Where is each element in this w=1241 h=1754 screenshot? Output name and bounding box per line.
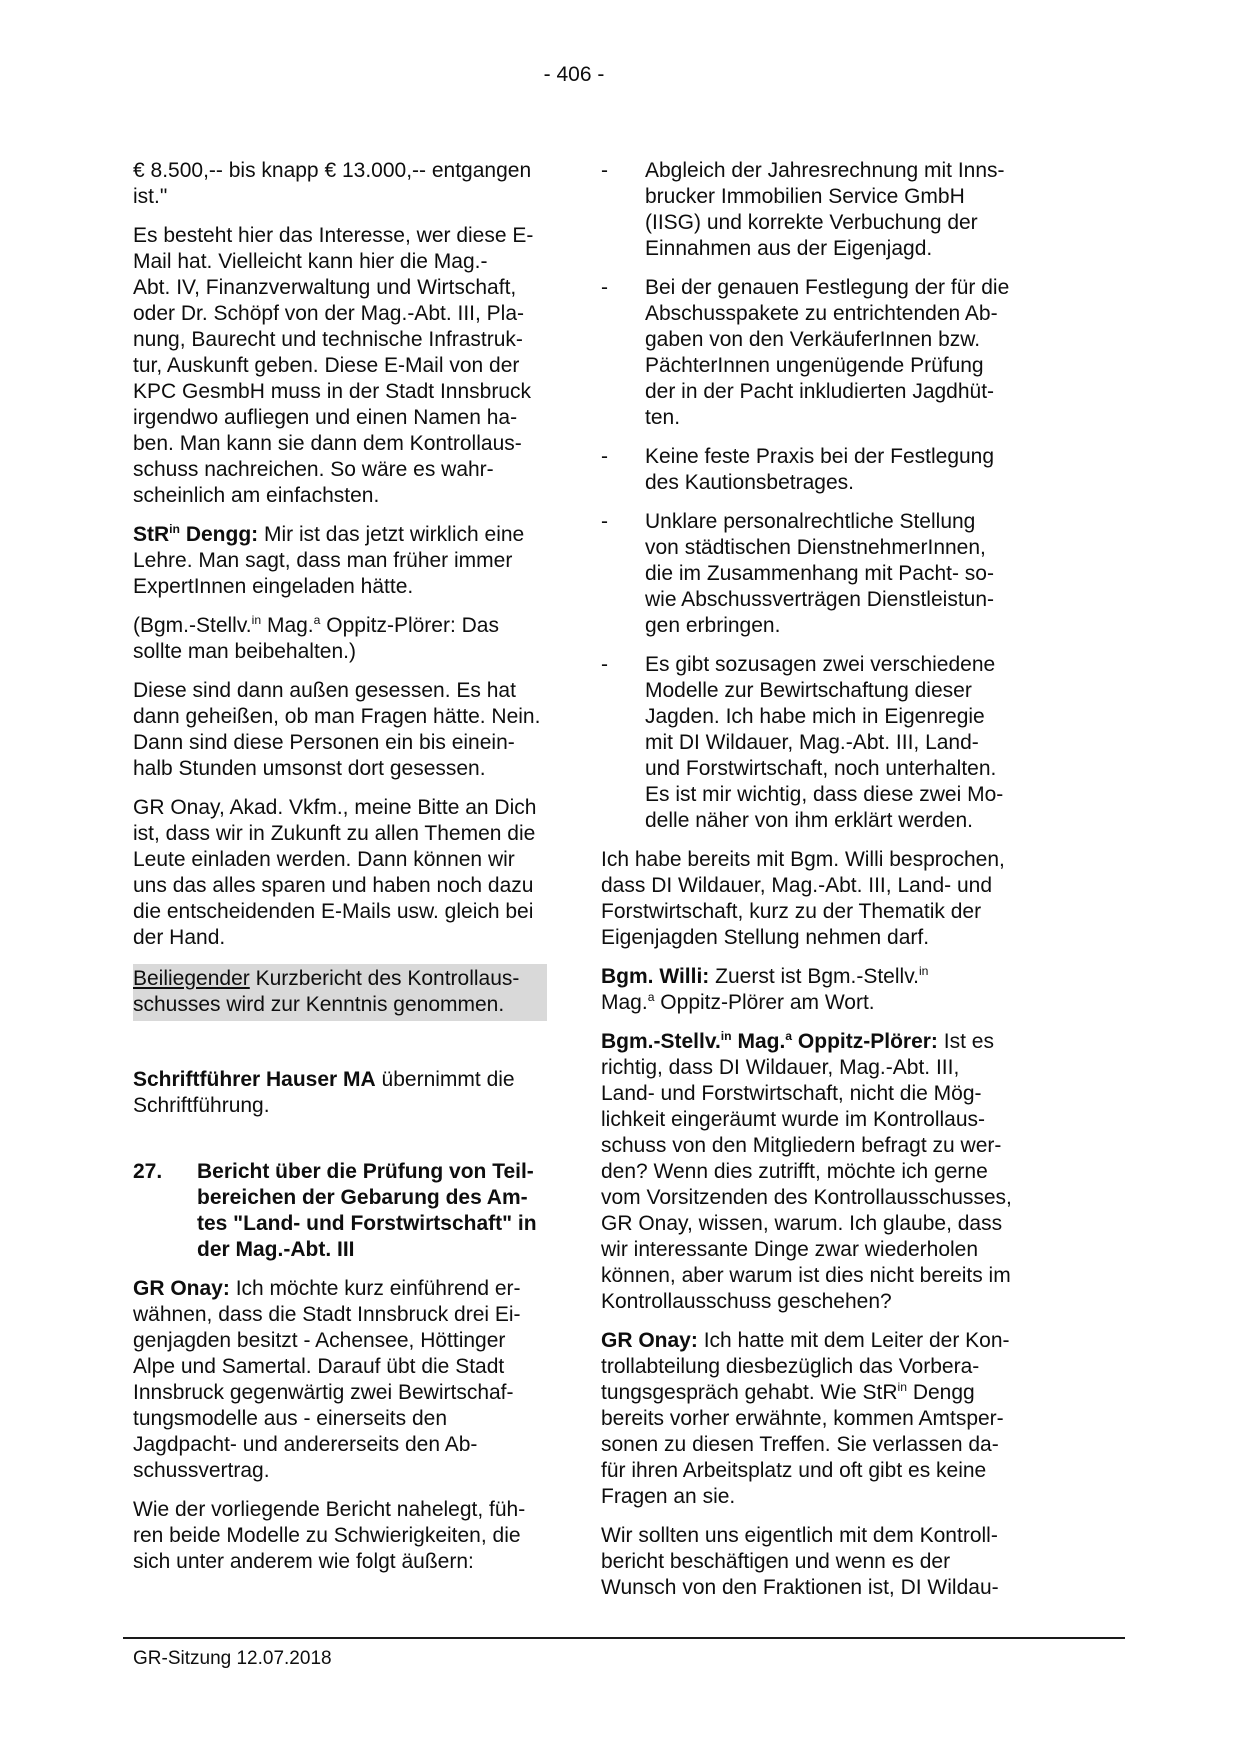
paragraph bbox=[133, 678, 547, 782]
text-run: Bgm.-Stellv. bbox=[601, 1030, 721, 1053]
agenda-item-title bbox=[197, 1159, 537, 1263]
text-run: Mag. bbox=[601, 991, 648, 1014]
text-run: Ich hatte mit dem Leiter der Kon- trollabteilung diesbezüglich das Vorbera- tungsgespräch gehabt. Wie StR bbox=[601, 1329, 1010, 1404]
text-run: Es besteht hier das Interesse, wer diese E- Mail hat. Vielleicht kann hier die Mag.- Abt. IV, Finanzverwaltung und Wirtschaft, oder Dr. Schöpf von der Mag.-Abt. III, Pla- nung, Baurecht und technische Infrastruk- tur, Auskunft geben. Diese E-Mail von der KPC GesmbH muss in der Stadt Innsbruck irgendwo aufliegen und einen Namen ha- ben. Man kann sie dann dem Kontrollaus- schuss nachreichen. So wäre es wahr- scheinlich am einfachsten. bbox=[133, 224, 534, 507]
footer-session-label: GR-Sitzung 12.07.2018 bbox=[133, 1648, 332, 1669]
text-run: Wie der vorliegende Bericht nahelegt, füh- ren beide Modelle zu Schwierigkeiten, die sich unter anderem wie folgt äußern: bbox=[133, 1498, 526, 1573]
text-run: Mag. bbox=[731, 1030, 786, 1053]
dash-list bbox=[601, 158, 1025, 834]
text-run: GR Onay, Akad. Vkfm., meine Bitte an Dich ist, dass wir in Zukunft zu allen Themen die Leute einladen werden. Dann können wir uns das alles sparen und haben noch dazu die entscheidenden E-Mails usw. gleich bei der Hand. bbox=[133, 796, 537, 949]
dash-list-item bbox=[601, 509, 1025, 639]
paragraph bbox=[133, 795, 547, 951]
agenda-item-number: 27. bbox=[133, 1160, 163, 1183]
paragraph bbox=[601, 1523, 1025, 1601]
superscript-run: a bbox=[785, 1029, 793, 1043]
text-run: Abgleich der Jahresrechnung mit Inns- brucker Immobilien Service GmbH (IISG) und korrekte Verbuchung der Einnahmen aus der Eigenjagd. bbox=[645, 159, 1005, 260]
text-run: Bei der genauen Festlegung der für die Abschusspakete zu entrichtenden Ab- gaben von den VerkäuferInnen bzw. PächterInnen ungenügende Prüfung der in der Pacht inkludierten Jagdhüt- ten. bbox=[645, 276, 1010, 429]
superscript-run: in bbox=[897, 1380, 907, 1394]
dash-list-item bbox=[601, 275, 1025, 431]
text-run: GR Onay: bbox=[133, 1277, 230, 1300]
right-column bbox=[601, 158, 1025, 1614]
paragraph bbox=[133, 1276, 547, 1484]
agenda-item-heading bbox=[133, 1159, 547, 1263]
paragraph bbox=[133, 522, 547, 600]
paragraph bbox=[601, 964, 1025, 1016]
dash-item-text bbox=[645, 275, 1009, 431]
dash-marker: - bbox=[601, 445, 608, 468]
dash-marker: - bbox=[601, 159, 608, 182]
text-run: Oppitz-Plörer am Wort. bbox=[654, 991, 875, 1014]
paragraph bbox=[133, 613, 547, 665]
paragraph bbox=[601, 1328, 1025, 1510]
text-run: Bgm. Willi: bbox=[601, 965, 710, 988]
text-run: Mag. bbox=[261, 614, 314, 637]
text-run: (Bgm.-Stellv. bbox=[133, 614, 252, 637]
superscript-run: a bbox=[313, 613, 321, 627]
text-run: Unklare personalrechtliche Stellung von städtischen DienstnehmerInnen, die im Zusammenhang mit Pacht- so- wie Abschussverträgen Dienstleistun- gen erbringen. bbox=[645, 510, 995, 637]
superscript-run: a bbox=[647, 990, 655, 1004]
text-run: Zuerst ist Bgm.-Stellv. bbox=[709, 965, 919, 988]
dash-list-item bbox=[601, 158, 1025, 262]
page-number: - 406 - bbox=[543, 63, 605, 86]
dash-marker: - bbox=[601, 276, 608, 299]
dash-item-text bbox=[645, 509, 994, 639]
text-run: Diese sind dann außen gesessen. Es hat dann geheißen, ob man Fragen hätte. Nein. Dann sind diese Personen ein bis einein- halb Stunden umsonst dort gesessen. bbox=[133, 679, 541, 780]
text-run: Es gibt sozusagen zwei verschiedene Modelle zur Bewirtschaftung dieser Jagden. Ich habe mich in Eigenregie mit DI Wildauer, Mag.-Abt. III, Land- und Forstwirtschaft, noch unterhalten. Es ist mir wichtig, dass diese zwei Mo- delle näher von ihm erklärt werden. bbox=[645, 653, 1004, 832]
superscript-run: in bbox=[918, 964, 929, 978]
text-run: übernimmt die Schriftführung. bbox=[133, 1068, 515, 1117]
text-run: Ist es richtig, dass DI Wildauer, Mag.-Abt. III, Land- und Forstwirtschaft, nicht die Mög- lichkeit eingeräumt wurde im Kontrollaus- schuss von den Mitgliedern befragt zu wer- den? Wenn dies zutrifft, möchte ich gerne vom Vorsitzenden des Kontrollausschusses, GR Onay, wissen, warum. Ich glaube, dass wir interessante Dinge zwar wiederholen können, aber warum ist dies nicht bereits im Kontrollausschuss geschehen? bbox=[601, 1030, 1012, 1313]
superscript-run: in bbox=[169, 522, 180, 536]
paragraph bbox=[601, 1029, 1025, 1315]
resolution-highlight bbox=[133, 964, 547, 1021]
text-run: Ich habe bereits mit Bgm. Willi besprochen, dass DI Wildauer, Mag.-Abt. III, Land- und Forstwirtschaft, kurz zu der Thematik der Eigenjagden Stellung nehmen darf. bbox=[601, 848, 1005, 949]
dash-item-text bbox=[645, 652, 1003, 834]
paragraph bbox=[133, 223, 547, 509]
text-run: Beiliegender bbox=[133, 967, 250, 990]
text-run: Dengg bereits vorher erwähnte, kommen Amtsper- sonen zu diesen Treffen. Sie verlassen da- für ihren Arbeitsplatz und oft gibt es keine Fragen an sie. bbox=[601, 1381, 1004, 1508]
dash-marker: - bbox=[601, 653, 608, 676]
text-run: Mir ist das jetzt wirklich eine Lehre. Man sagt, dass man früher immer ExpertInnen eingeladen hätte. bbox=[133, 523, 525, 598]
text-run: Schriftführer Hauser MA bbox=[133, 1068, 376, 1091]
text-run: Kurzbericht des Kontrollaus- schusses wird zur Kenntnis genommen. bbox=[133, 967, 520, 1016]
paragraph bbox=[601, 847, 1025, 951]
text-run: Bericht über die Prüfung von Teil- bereichen der Gebarung des Am- tes "Land- und Forstwirtschaft" in der Mag.-Abt. III bbox=[197, 1160, 537, 1261]
superscript-run: in bbox=[251, 613, 262, 627]
text-run: Oppitz-Plörer: bbox=[792, 1030, 938, 1053]
left-column bbox=[133, 158, 547, 1588]
paragraph bbox=[133, 1497, 547, 1575]
dash-list-item bbox=[601, 652, 1025, 834]
dash-item-text bbox=[645, 158, 1005, 262]
text-run: StR bbox=[133, 523, 170, 546]
dash-marker: - bbox=[601, 510, 608, 533]
paragraph bbox=[133, 1067, 547, 1119]
footer-rule bbox=[123, 1637, 1125, 1639]
text-run: € 8.500,-- bis knapp € 13.000,-- entgangen ist." bbox=[133, 159, 532, 208]
text-run: Keine feste Praxis bei der Festlegung des Kautionsbetrages. bbox=[645, 445, 995, 494]
paragraph bbox=[133, 158, 547, 210]
text-run: Oppitz-Plörer: Das sollte man beibehalten.) bbox=[133, 614, 499, 663]
text-run: Ich möchte kurz einführend er- wähnen, dass die Stadt Innsbruck drei Ei- genjagden besitzt - Achensee, Höttinger Alpe und Samertal. Darauf übt die Stadt Innsbruck gegenwärtig zwei Bewirtschaf- tungsmodelle aus - einerseits den Jagdpacht- und andererseits den Ab- schussvertrag. bbox=[133, 1277, 521, 1482]
text-run: Dengg: bbox=[180, 523, 259, 546]
dash-list-item bbox=[601, 444, 1025, 496]
dash-item-text bbox=[645, 444, 994, 496]
superscript-run: in bbox=[720, 1029, 732, 1043]
text-run: GR Onay: bbox=[601, 1329, 698, 1352]
text-run: Wir sollten uns eigentlich mit dem Kontroll- bericht beschäftigen und wenn es der Wunsch von den Fraktionen ist, DI Wildau- bbox=[601, 1524, 999, 1599]
